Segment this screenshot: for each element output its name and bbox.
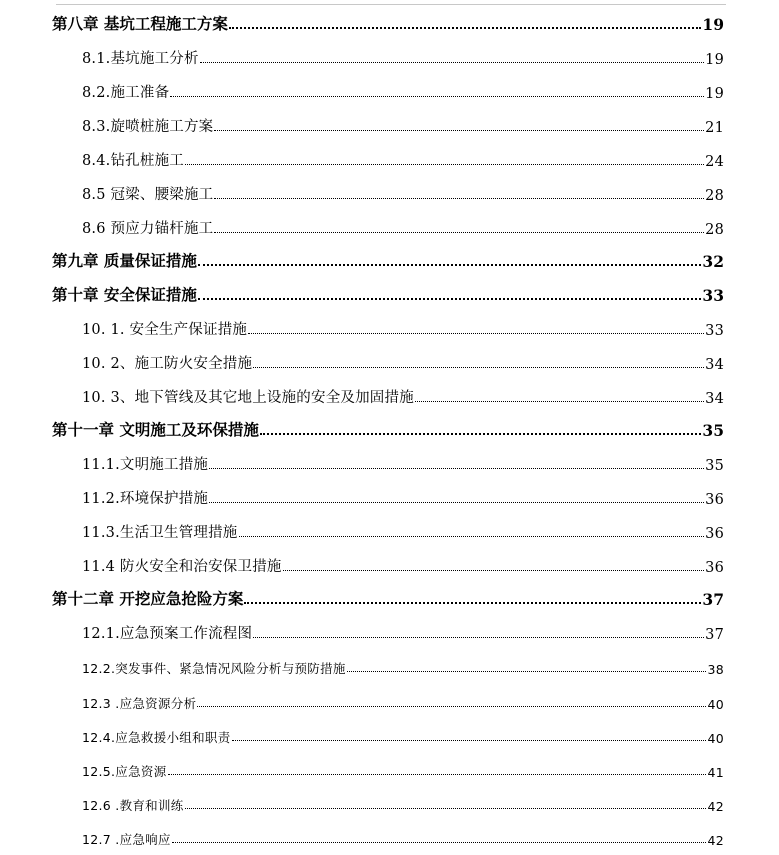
toc-entry-page: 36 <box>705 526 724 542</box>
toc-entry-chapter[interactable] <box>52 281 724 305</box>
toc-entry-page: 35 <box>705 458 724 474</box>
toc-entry-section[interactable] <box>82 790 724 814</box>
toc-leader <box>253 637 704 638</box>
toc-entry-title: 12.4.应急救援小组和职责 <box>82 730 231 745</box>
toc-entry-title: 第十一章 文明施工及环保措施 <box>52 420 259 439</box>
toc-entry-page: 21 <box>705 120 724 136</box>
toc-entry-page: 40 <box>707 697 724 712</box>
toc-entry-section[interactable] <box>82 653 724 677</box>
toc-entry-section[interactable] <box>82 44 724 68</box>
toc-entry-page: 34 <box>705 357 724 373</box>
toc-entry-section[interactable] <box>82 756 724 780</box>
toc-leader <box>229 27 702 29</box>
toc-entry-section[interactable] <box>82 146 724 170</box>
toc-entry-title: 12.2.突发事件、紧急情况风险分析与预防措施 <box>82 661 346 676</box>
toc-entry-section[interactable] <box>82 484 724 508</box>
toc-entry-page: 35 <box>702 421 724 440</box>
toc-leader <box>214 130 704 131</box>
toc-entry-page: 28 <box>705 188 724 204</box>
toc-entry-section[interactable] <box>82 315 724 339</box>
toc-entry-page: 40 <box>707 731 724 746</box>
toc-entry-section[interactable] <box>82 383 724 407</box>
toc-entry-page: 19 <box>705 86 724 102</box>
toc-entry-page: 32 <box>702 252 724 271</box>
toc-entry-page: 36 <box>705 560 724 576</box>
toc-entry-page: 28 <box>705 222 724 238</box>
toc-leader <box>209 502 704 503</box>
toc-entry-title: 12.7 .应急响应 <box>82 832 171 847</box>
toc-leader <box>214 232 704 233</box>
toc-leader <box>244 602 701 604</box>
toc-entry-chapter[interactable] <box>52 585 724 609</box>
toc-entry-page: 19 <box>702 15 724 34</box>
toc-leader <box>248 333 704 334</box>
toc-entry-page: 37 <box>705 627 724 643</box>
toc-entry-title: 8.5 冠梁、腰梁施工 <box>82 187 214 203</box>
toc-entry-page: 33 <box>702 286 724 305</box>
toc-entry-title: 10. 3、地下管线及其它地上设施的安全及加固措施 <box>82 390 414 406</box>
toc-entry-page: 36 <box>705 492 724 508</box>
toc-entry-title: 11.2.环境保护措施 <box>82 491 209 507</box>
toc-entry-title: 8.3.旋喷桩施工方案 <box>82 119 214 135</box>
toc-leader <box>253 367 704 368</box>
toc-entry-page: 41 <box>707 765 724 780</box>
toc-leader <box>168 774 707 775</box>
toc-leader <box>172 842 707 843</box>
toc-leader <box>347 671 707 672</box>
toc-entry-section[interactable] <box>82 112 724 136</box>
toc-entry-title: 10. 1. 安全生产保证措施 <box>82 322 248 338</box>
toc-entry-page: 42 <box>707 833 724 848</box>
toc-leader <box>283 570 705 571</box>
toc-entry-page: 38 <box>707 662 724 677</box>
toc-entry-section[interactable] <box>82 552 724 576</box>
toc-leader <box>170 96 704 97</box>
toc-entry-chapter[interactable] <box>52 247 724 271</box>
toc-entry-section[interactable] <box>82 450 724 474</box>
toc-leader <box>239 536 705 537</box>
toc-entry-title: 第十二章 开挖应急抢险方案 <box>52 589 244 608</box>
toc-entry-page: 34 <box>705 391 724 407</box>
toc-entry-title: 12.3 .应急资源分析 <box>82 696 197 711</box>
toc-leader <box>198 264 702 266</box>
toc-entry-title: 12.6 .教育和训练 <box>82 798 184 813</box>
page-top-rule <box>56 4 726 5</box>
toc-leader <box>197 706 706 707</box>
toc-leader <box>185 808 707 809</box>
toc-leader <box>415 401 704 402</box>
toc-entry-section[interactable] <box>82 349 724 373</box>
toc-entry-section[interactable] <box>82 824 724 848</box>
toc-entry-title: 8.2.施工准备 <box>82 85 170 101</box>
toc-leader <box>260 433 702 435</box>
toc-entry-title: 12.5.应急资源 <box>82 764 167 779</box>
toc-leader <box>198 298 702 300</box>
toc-entry-chapter[interactable] <box>52 10 724 34</box>
toc-entry-chapter[interactable] <box>52 416 724 440</box>
toc-entry-section[interactable] <box>82 518 724 542</box>
toc-entry-title: 10. 2、施工防火安全措施 <box>82 356 253 372</box>
toc-leader <box>200 62 704 63</box>
toc-leader <box>185 164 704 165</box>
toc-entry-title: 8.4.钻孔桩施工 <box>82 153 184 169</box>
toc-entry-title: 11.3.生活卫生管理措施 <box>82 525 238 541</box>
toc-entry-title: 8.1.基坑施工分析 <box>82 51 199 67</box>
toc-entry-page: 24 <box>705 154 724 170</box>
toc-entry-title: 11.1.文明施工措施 <box>82 457 209 473</box>
toc-leader <box>232 740 707 741</box>
toc-entry-page: 19 <box>705 52 724 68</box>
toc-leader <box>214 198 704 199</box>
toc-entry-section[interactable] <box>82 214 724 238</box>
toc-entry-section[interactable] <box>82 722 724 746</box>
toc-entry-section[interactable] <box>82 180 724 204</box>
toc-entry-page: 37 <box>702 590 724 609</box>
toc-entry-title: 第八章 基坑工程施工方案 <box>52 14 228 33</box>
toc-entry-title: 12.1.应急预案工作流程图 <box>82 626 253 642</box>
toc-entry-title: 第十章 安全保证措施 <box>52 285 197 304</box>
toc-entry-title: 11.4 防火安全和治安保卫措施 <box>82 559 282 575</box>
toc-entry-title: 8.6 预应力锚杆施工 <box>82 221 214 237</box>
toc-leader <box>209 468 704 469</box>
toc-entry-page: 42 <box>707 799 724 814</box>
toc-entry-section[interactable] <box>82 688 724 712</box>
toc-entry-page: 33 <box>705 323 724 339</box>
toc-entry-title: 第九章 质量保证措施 <box>52 251 197 270</box>
toc-entry-section[interactable] <box>82 619 724 643</box>
toc-entry-section[interactable] <box>82 78 724 102</box>
